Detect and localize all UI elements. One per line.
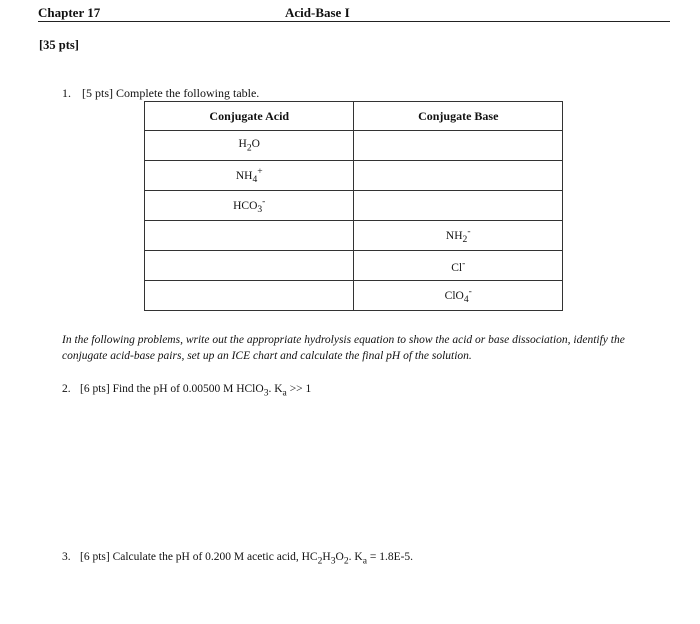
question-2-formula-sub: 3 xyxy=(263,387,269,399)
question-1 xyxy=(62,86,259,101)
conjugate-base-cell xyxy=(354,161,563,191)
table-row xyxy=(145,251,563,281)
table-row xyxy=(145,161,563,191)
conjugate-acid-cell xyxy=(145,221,354,251)
acid-formula-subscript: 4 xyxy=(252,174,258,186)
base-formula-superscript: - xyxy=(468,285,472,297)
conjugate-acid-cell xyxy=(145,251,354,281)
question-2-number: 2. xyxy=(62,383,71,395)
question-3-sub1: 2 xyxy=(317,555,323,567)
question-3-text-after: = 1.8E-5. xyxy=(366,551,414,563)
question-2-text-mid: . K xyxy=(268,383,283,395)
acid-formula-main: HCO xyxy=(233,199,258,212)
question-3-sub2: 3 xyxy=(330,555,336,567)
question-1-number: 1. xyxy=(62,86,71,100)
conjugate-base-cell xyxy=(354,191,563,221)
base-formula-superscript: - xyxy=(462,257,466,269)
header-conjugate-base: Conjugate Base xyxy=(354,102,563,131)
conjugate-base-cell xyxy=(354,221,563,251)
table-row xyxy=(145,221,563,251)
header-conjugate-acid: Conjugate Acid xyxy=(145,102,354,131)
acid-formula-superscript: - xyxy=(262,195,266,207)
question-3-text-mid: . K xyxy=(348,551,363,563)
total-points: [35 pts] xyxy=(39,38,79,52)
base-formula-main: Cl xyxy=(451,261,463,274)
question-3-text-before: [6 pts] Calculate the pH of 0.200 M acetic acid, HC xyxy=(80,551,318,563)
question-3-sub3: 2 xyxy=(343,555,349,567)
conjugate-acid-cell xyxy=(145,191,354,221)
conjugate-acid-cell xyxy=(145,161,354,191)
base-formula-main: NH xyxy=(445,229,463,242)
table-row xyxy=(145,191,563,221)
acid-formula-subscript: 2 xyxy=(246,142,252,154)
acid-formula-subscript: 3 xyxy=(257,204,263,216)
question-3 xyxy=(62,551,413,566)
question-3-mid2: O xyxy=(335,551,344,563)
conjugate-acid-cell xyxy=(145,281,354,311)
conjugate-base-cell xyxy=(354,251,563,281)
conjugate-base-cell xyxy=(354,281,563,311)
table-header-row xyxy=(145,102,563,131)
base-formula-main: ClO xyxy=(444,289,464,302)
question-1-text: [5 pts] Complete the following table. xyxy=(82,86,260,100)
conjugate-base-cell xyxy=(354,131,563,161)
question-2 xyxy=(62,383,311,398)
chapter-label: Chapter 17 xyxy=(38,5,101,20)
document-title: Acid-Base I xyxy=(285,5,350,20)
question-3-number: 3. xyxy=(62,551,71,563)
question-3-k-sub: a xyxy=(362,555,367,567)
question-2-text-after: >> 1 xyxy=(286,383,312,395)
base-formula-subscript: 2 xyxy=(462,234,468,246)
conjugate-acid-cell xyxy=(145,131,354,161)
acid-formula-rest: O xyxy=(251,137,260,150)
conjugate-table xyxy=(144,101,563,311)
question-2-text-before: [6 pts] Find the pH of 0.00500 M HClO xyxy=(80,383,264,395)
acid-formula-main: H xyxy=(238,137,247,150)
question-3-mid1: H xyxy=(322,551,331,563)
base-formula-subscript: 4 xyxy=(463,294,469,306)
base-formula-superscript: - xyxy=(467,225,471,237)
table-row xyxy=(145,131,563,161)
question-2-k-sub: a xyxy=(282,387,287,399)
instructions-text: In the following problems, write out the appropriate hydrolysis equation to show the acid or base dissociation, identify the conjugate acid-base pairs, set up an ICE chart and calculate the final pH of the solution. xyxy=(62,334,625,362)
table-row xyxy=(145,281,563,311)
table-body xyxy=(145,131,563,311)
page-header xyxy=(38,5,670,22)
acid-formula-superscript: + xyxy=(257,165,263,177)
acid-formula-main: NH xyxy=(235,169,253,182)
